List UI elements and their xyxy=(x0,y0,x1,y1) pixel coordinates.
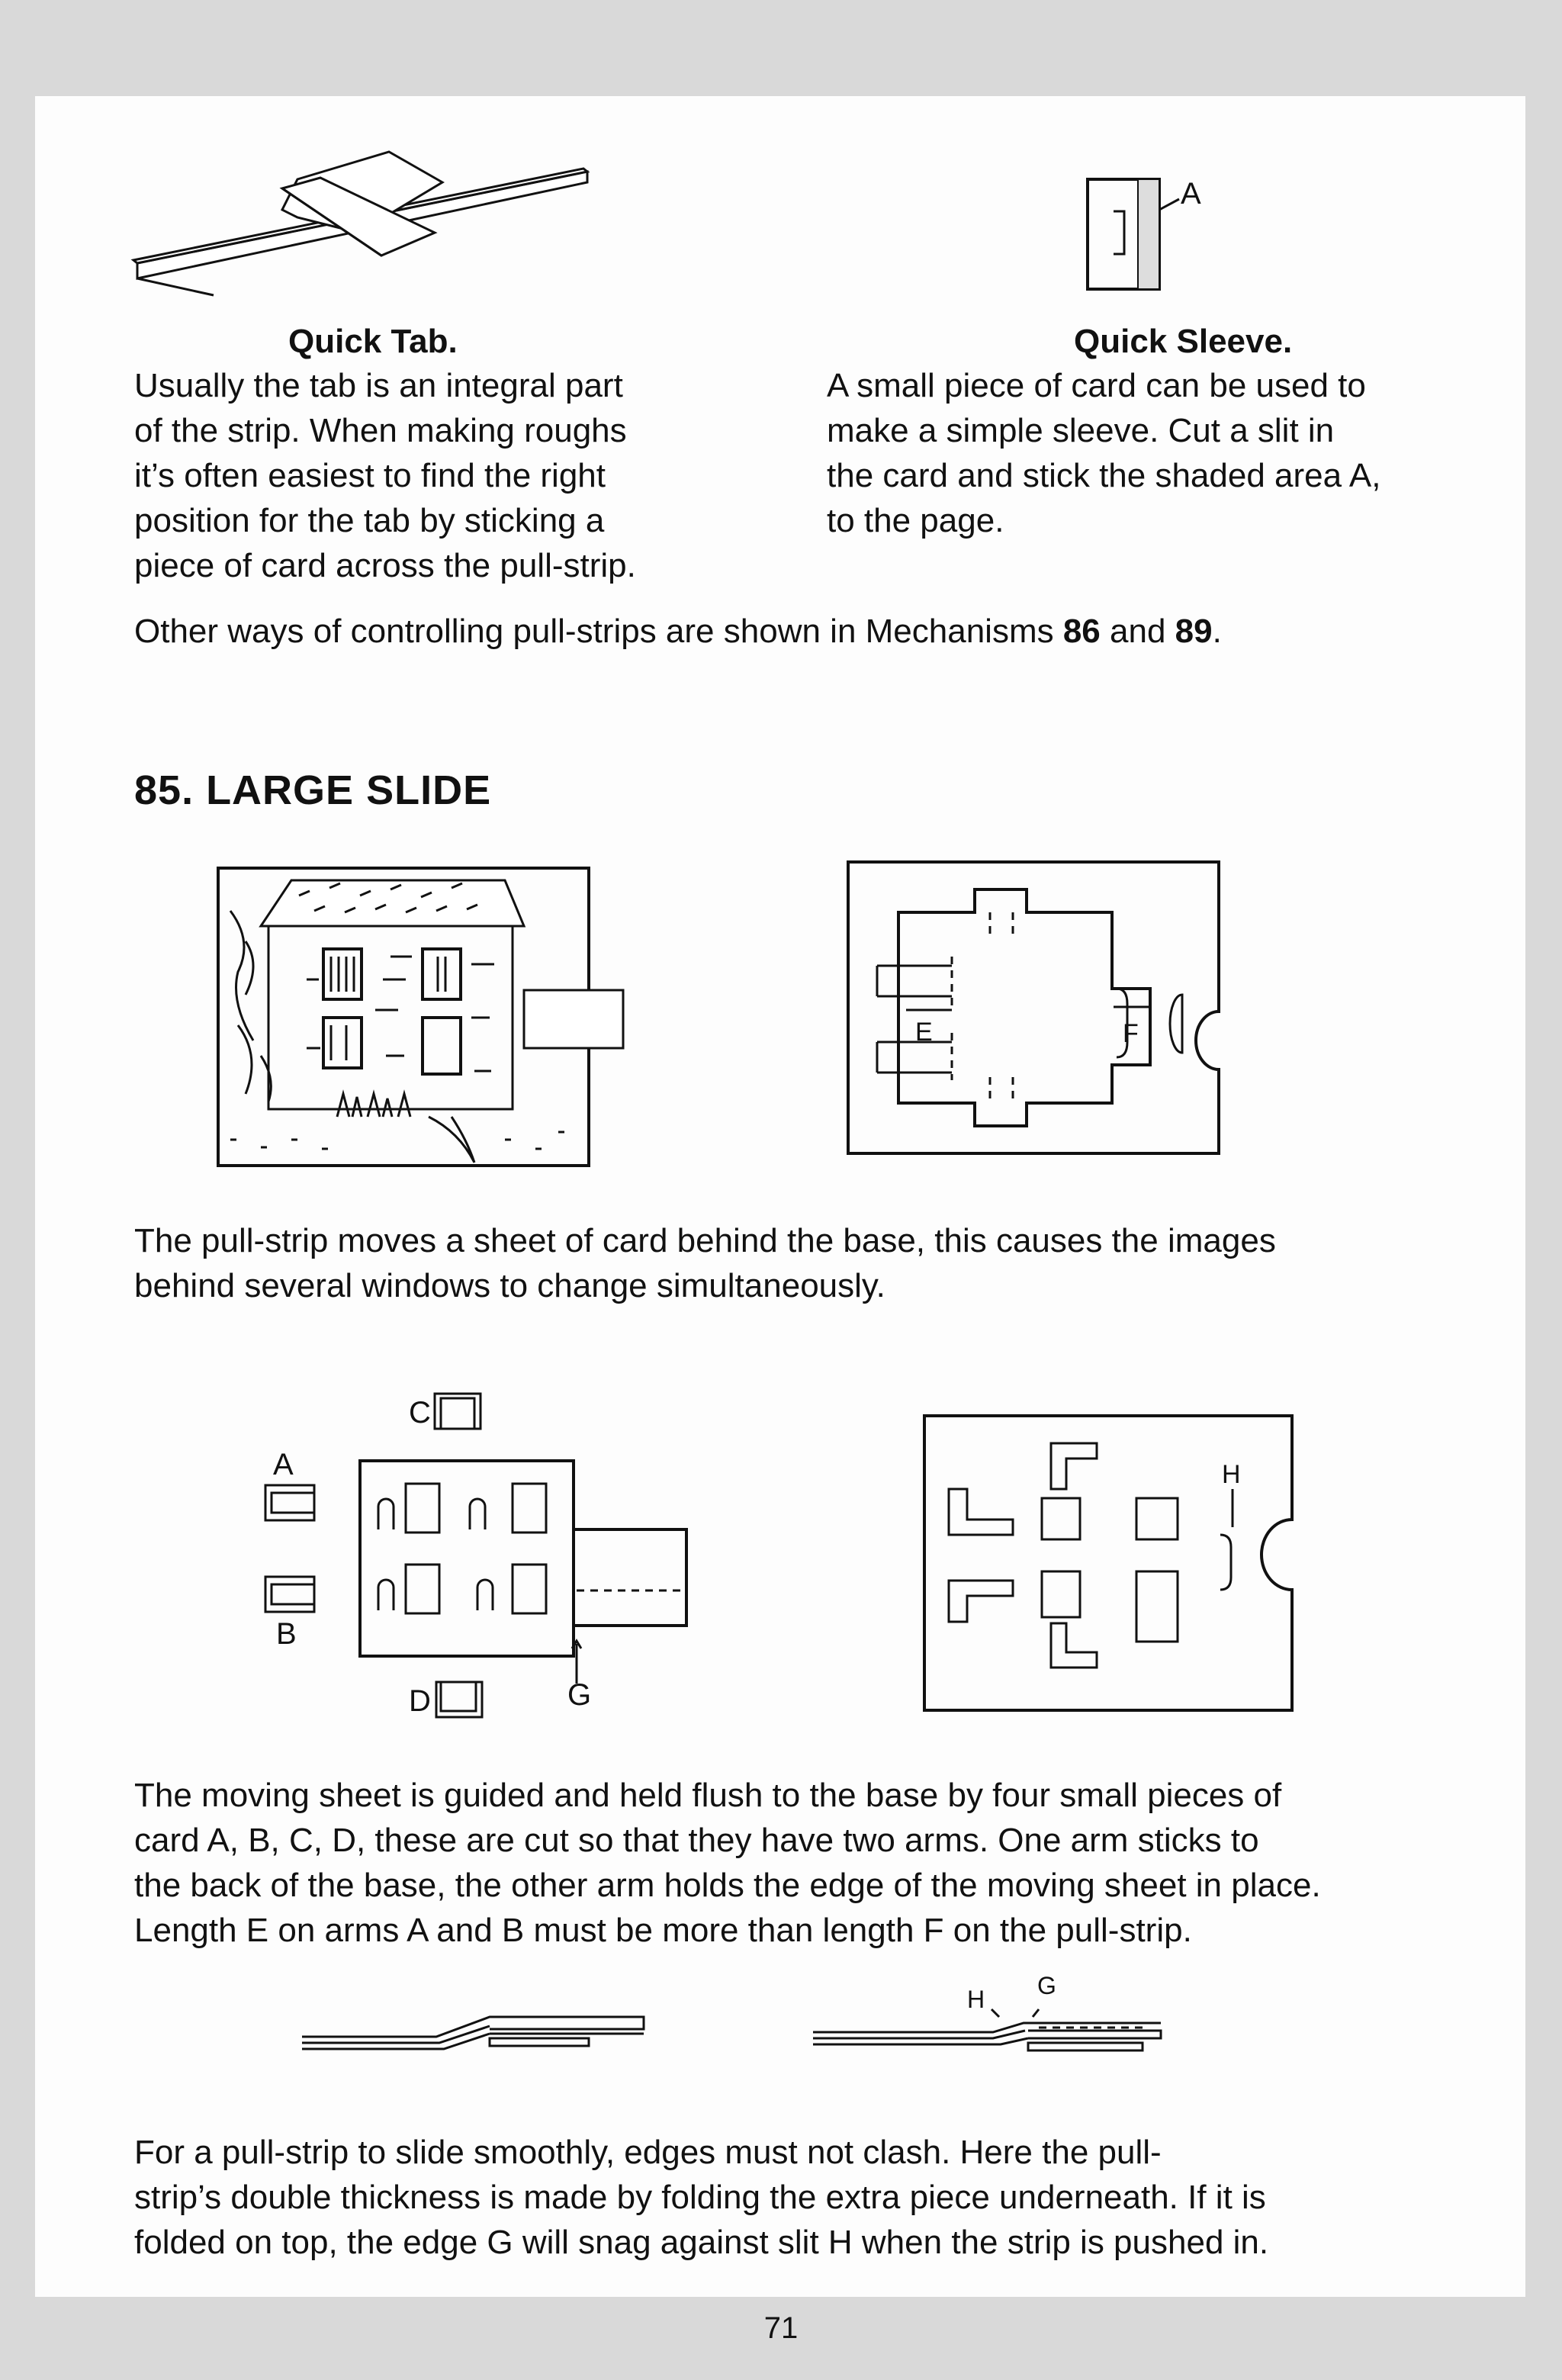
para1-line: The pull-strip moves a sheet of card behind the base, this causes the images xyxy=(134,1222,1276,1259)
quick-sleeve-line: the card and stick the shaded area A, xyxy=(827,457,1381,494)
quick-sleeve-label-a: A xyxy=(1181,177,1201,211)
para3-line: For a pull-strip to slide smoothly, edges must not clash. Here the pull- xyxy=(134,2134,1162,2171)
fig2-label-f: F xyxy=(1123,1019,1139,1048)
page-number: 71 xyxy=(763,2311,799,2345)
quick-tab-line: piece of card across the pull-strip. xyxy=(134,547,636,584)
fig6-label-h: H xyxy=(967,1986,985,2013)
quick-tab-line: position for the tab by sticking a xyxy=(134,502,605,539)
para1-line: behind several windows to change simultaneously. xyxy=(134,1267,885,1304)
para3-line: folded on top, the edge G will snag against slit H when the strip is pushed in. xyxy=(134,2224,1269,2261)
other-ways-text: Other ways of controlling pull-strips are shown in Mechanisms 86 and 89. xyxy=(134,613,1222,650)
mechanism-ref-89: 89 xyxy=(1175,613,1213,650)
quick-sleeve-line: A small piece of card can be used to xyxy=(827,367,1366,404)
quick-tab-line: of the strip. When making roughs xyxy=(134,412,627,449)
base-back-view xyxy=(921,1413,1303,1718)
section-heading: 85. LARGE SLIDE xyxy=(134,767,492,813)
moving-sheet-front-view xyxy=(256,1385,729,1735)
para2-line: The moving sheet is guided and held flush to the base by four small pieces of xyxy=(134,1777,1282,1814)
para2-line: Length E on arms A and B must be more than length F on the pull-strip. xyxy=(134,1912,1192,1949)
fig3-label-g: G xyxy=(567,1678,592,1712)
mechanism-ref-86: 86 xyxy=(1062,613,1101,650)
quick-sleeve-title: Quick Sleeve. xyxy=(1074,323,1293,360)
para3-line: strip’s double thickness is made by folding the extra piece underneath. If it is xyxy=(134,2179,1266,2216)
quick-sleeve-line: to the page. xyxy=(827,502,1004,539)
fig3-label-b: B xyxy=(276,1617,297,1651)
fig2-label-e: E xyxy=(915,1018,933,1047)
para2-line: the back of the base, the other arm holds the edge of the moving sheet in place. xyxy=(134,1867,1321,1904)
house-slide-illustration xyxy=(215,865,627,1170)
cross-section-edges xyxy=(810,1968,1207,2060)
slide-mechanism-plan xyxy=(845,859,1226,1164)
quick-tab-title: Quick Tab. xyxy=(288,323,458,360)
quick-tab-line: Usually the tab is an integral part xyxy=(134,367,623,404)
cross-section-folded-under xyxy=(299,1999,665,2060)
fig3-label-a: A xyxy=(273,1448,294,1481)
fig3-label-d: D xyxy=(409,1684,431,1718)
quick-sleeve-illustration xyxy=(1083,172,1205,294)
quick-tab-illustration xyxy=(130,149,587,301)
quick-sleeve-line: make a simple sleeve. Cut a slit in xyxy=(827,412,1335,449)
para2-line: card A, B, C, D, these are cut so that they have two arms. One arm sticks to xyxy=(134,1822,1259,1859)
fig6-label-g: G xyxy=(1037,1972,1056,1999)
fig3-label-c: C xyxy=(409,1396,431,1430)
fig4-label-h: H xyxy=(1222,1460,1241,1489)
quick-tab-line: it’s often easiest to find the right xyxy=(134,457,606,494)
